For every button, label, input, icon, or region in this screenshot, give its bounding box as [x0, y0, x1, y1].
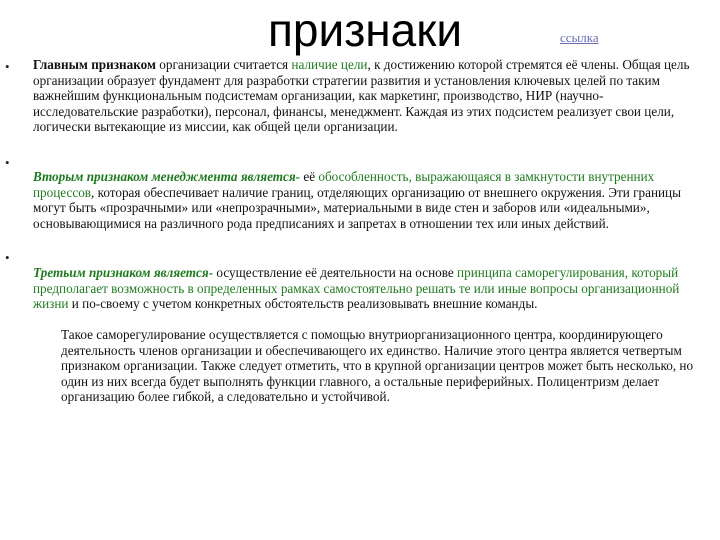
bullet-marker: •	[5, 59, 10, 74]
paragraph-text: , к достижению которой стремятся её члены. Общая цель организации образует фундамент для разработки стратегии развития и установления ключевых целей по таким важнейшим функциональным подсистемам организации, как маркетинг, производство, НИР (научно-исследовательские разработки), персонал, финансы, менеджмент. Каждая из этих подсистем реализует свои цели, логически вытекающие из миссии, как общей цели организации.	[33, 57, 690, 135]
highlight-text: наличие цели	[291, 57, 368, 72]
paragraph-text: и по-своему с учетом конкретных обстоятельств реализовывать внешние команды.	[68, 296, 538, 312]
link-button[interactable]: ссылка	[560, 30, 599, 45]
paragraph-lead: Третьим признаком является-	[33, 265, 214, 280]
paragraph-text: , которая обеспечивает наличие границ, отделяющих организацию от внешнего окружения. Эти границы могут быть «прозрачными» или «непрозрачными», материальными в виде стен и заборов или «идеальными», основывающимися на различного рода предписаниях и запретах в отношении тех или иных действий.	[33, 184, 681, 231]
paragraph-text: осуществление её деятельности на основе	[213, 265, 458, 280]
paragraph-lead: Главным признаком	[33, 57, 156, 72]
highlight-text: обособленность, выражающаяся в замкнутости внутренних процессов	[33, 169, 655, 200]
paragraph-text: организации считается	[155, 57, 292, 72]
bullet-marker: •	[5, 250, 10, 265]
bullet-marker: •	[5, 155, 10, 170]
paragraph-text: её	[300, 169, 319, 184]
page-title: признаки	[268, 4, 463, 56]
paragraph-self-regulation	[33, 265, 703, 312]
paragraph-main-goal	[33, 57, 703, 135]
paragraph-separation	[33, 169, 703, 231]
paragraph-lead: Вторым признаком менеджмента является-	[33, 169, 301, 184]
paragraph-center: Такое саморегулирование осуществляется с помощью внутриорганизационного центра, координирующего деятельность членов организации и обеспечивающего их единство. Наличие этого центра является четвертым признаком организации. Также следует отметить, что в крупной организации центров может быть несколько, но один из них всегда будет выполнять функции главного, а остальные периферийных. Полицентризм делает организацию более гибкой, а следовательно и устойчивой.	[61, 327, 694, 405]
highlight-text: принципа саморегулирования, который предполагает возможность в определенных рамках самостоятельно решать те или иные вопросы организационной жизни	[33, 265, 680, 312]
